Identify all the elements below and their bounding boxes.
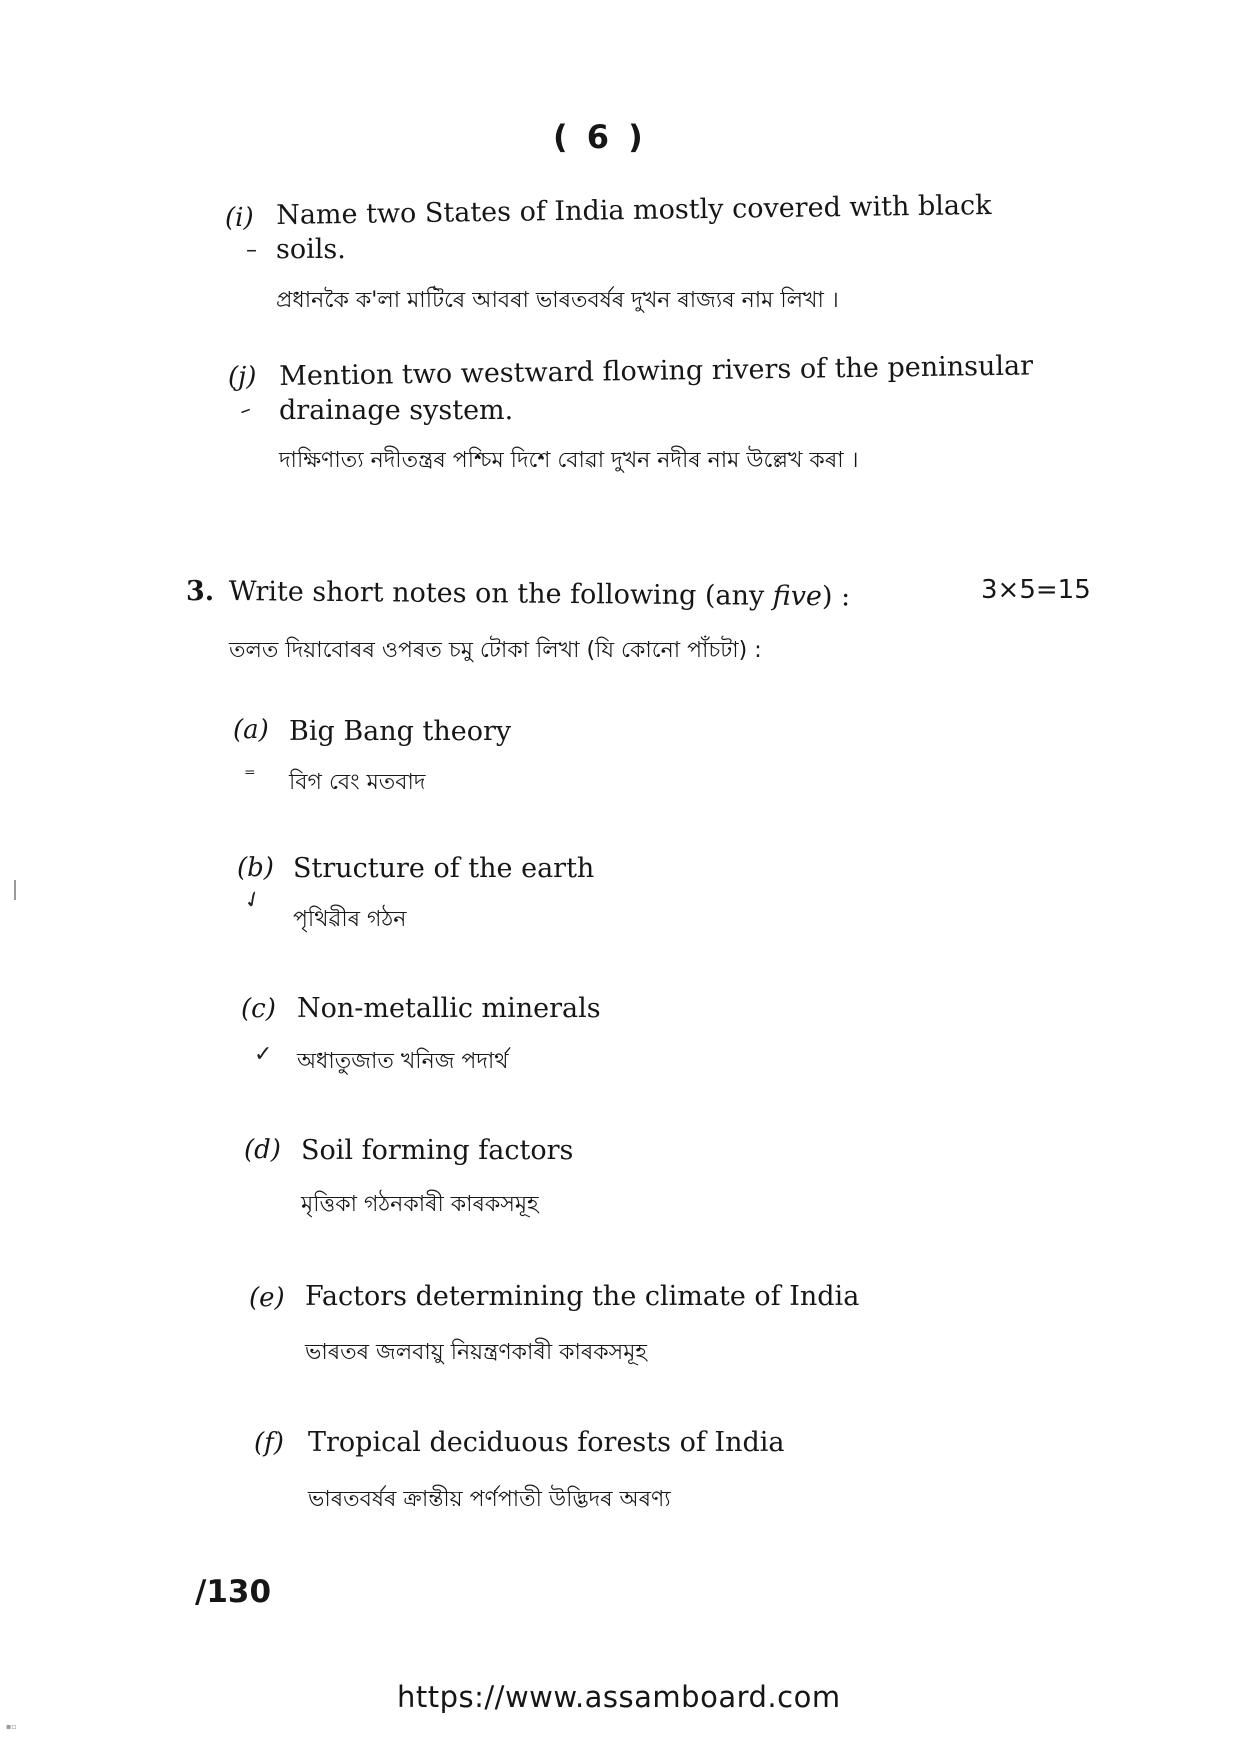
prompt-emphasis: five xyxy=(772,580,823,613)
question-3-prompt xyxy=(229,576,851,613)
sub-question-text: Soil forming factors xyxy=(301,1135,574,1166)
prompt-text-end: ) : xyxy=(821,581,851,613)
question-number: 3. xyxy=(186,576,215,607)
check-mark-icon: – xyxy=(236,396,255,425)
sub-question-text: Structure of the earth xyxy=(293,853,595,884)
sub-question-assamese: ভাৰতৰ জলবায়ু নিয়ন্ত্ৰণকাৰী কাৰকসমূহ xyxy=(305,1340,647,1365)
sub-question-label: (b) xyxy=(237,853,274,883)
scan-margin-mark xyxy=(14,880,16,900)
question-assamese-text: দাক্ষিণাত্য নদীতন্ত্ৰৰ পশ্চিম দিশে বোৱা দুখন নদীৰ নাম উল্লেখ কৰা । xyxy=(279,448,859,473)
question-text-line: soils. xyxy=(276,234,346,265)
check-mark-icon: ✓ xyxy=(239,885,267,916)
page-number: ( 6 ) xyxy=(553,118,647,156)
footer-url[interactable]: https://www.assamboard.com xyxy=(397,1680,841,1714)
sub-question-assamese: অধাতুজাত খনিজ পদাৰ্থ xyxy=(297,1049,509,1074)
prompt-text: Write short notes on the following (any xyxy=(228,576,773,612)
sub-question-assamese: বিগ বেং মতবাদ xyxy=(289,770,426,795)
question-assamese-text: তলত দিয়াবোৰৰ ওপৰত চমু টোকা লিখা (যি কোনো পাঁচটা) : xyxy=(229,638,762,663)
sub-question-text: Tropical deciduous forests of India xyxy=(308,1427,785,1458)
sub-question-label: (a) xyxy=(233,715,269,745)
question-assamese-text: প্ৰধানকৈ ক'লা মাটিৰে আবৰা ভাৰতবৰ্ষৰ দুখন ৰাজ্যৰ নাম লিখা । xyxy=(276,288,839,313)
question-label: (j) xyxy=(228,362,257,392)
check-mark-icon: – xyxy=(246,238,257,263)
paper-code: /130 xyxy=(195,1574,272,1610)
question-text-line: Name two States of India mostly covered with black xyxy=(276,190,992,231)
check-mark-icon: ✓ xyxy=(254,1042,273,1067)
sub-question-text: Big Bang theory xyxy=(289,716,512,747)
double-dash-mark-icon: ⁼ xyxy=(244,764,256,789)
sub-question-label: (e) xyxy=(249,1283,285,1313)
sub-question-text: Non-metallic minerals xyxy=(297,993,601,1024)
sub-question-assamese: পৃথিৱীৰ গঠন xyxy=(293,907,407,932)
sub-question-assamese: ভাৰতবৰ্ষৰ ক্ৰান্তীয় পৰ্ণপাতী উদ্ভিদৰ অৰণ্য xyxy=(308,1487,671,1512)
sub-question-label: (f) xyxy=(254,1428,284,1458)
question-text-line: drainage system. xyxy=(279,395,514,426)
question-text-line: Mention two westward flowing rivers of the peninsular xyxy=(279,350,1034,392)
marks-allocation: 3×5=15 xyxy=(981,575,1091,605)
sub-question-text: Factors determining the climate of India xyxy=(305,1281,860,1312)
sub-question-label: (c) xyxy=(241,994,276,1024)
sub-question-assamese: মৃত্তিকা গঠনকাৰী কাৰকসমূহ xyxy=(301,1192,539,1217)
sub-question-label: (d) xyxy=(244,1135,281,1165)
scan-corner-mark: ▪▫ xyxy=(6,1722,17,1731)
question-label: (i) xyxy=(225,203,254,233)
